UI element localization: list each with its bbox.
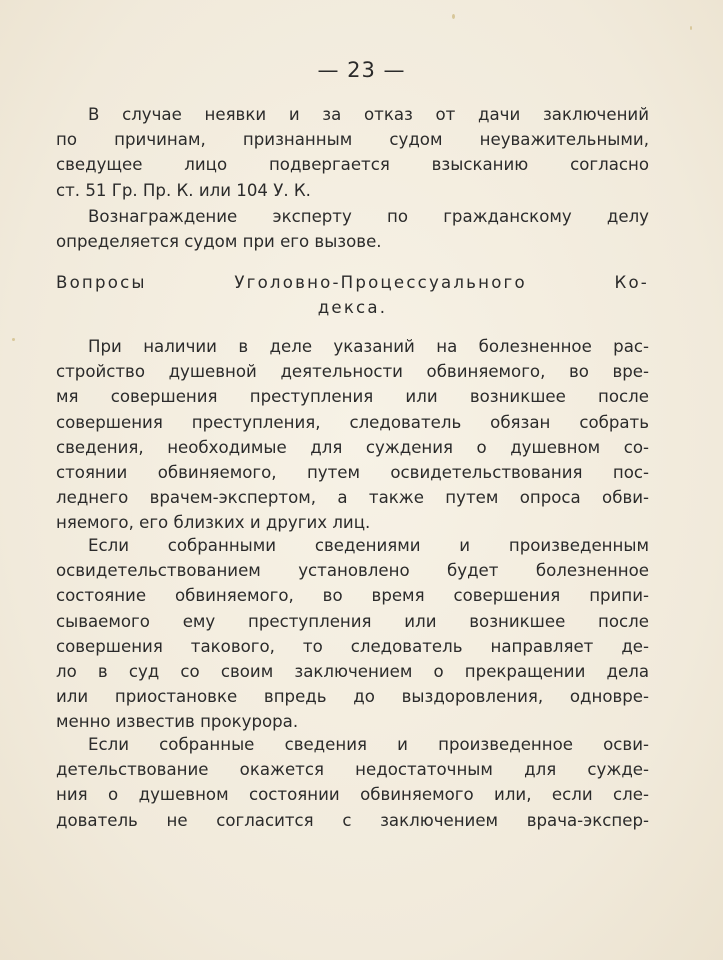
text-line: леднего врачем-экспертом, а также путем опроса обви- <box>56 488 649 508</box>
text-line: Если собранные сведения и произведенное осви- <box>88 735 649 754</box>
heading-line: Вопросы Уголовно-Процессуального Ко- <box>56 273 649 292</box>
text-line: совершения такового, то следователь направляет де- <box>56 636 649 656</box>
text-line: детельствование окажется недостаточным для сужде- <box>56 760 649 780</box>
page-number: — 23 — <box>317 58 406 82</box>
text-line: няемого, его близких и других лиц. <box>56 513 371 533</box>
text-line: дователь не согласится с заключением врача-экспер- <box>56 810 649 830</box>
text-line: по причинам, признанным судом неуважительными, <box>56 130 649 150</box>
paragraph-insufficient-examination <box>56 732 649 833</box>
text-line: Если собранными сведениями и произведенным <box>88 536 649 555</box>
text-line: стройство душевной деятельности обвиняемого, во вре- <box>56 362 649 382</box>
text-line: При наличии в деле указаний на болезненное рас- <box>88 337 649 356</box>
text-line: В случае неявки и за отказ от дачи заключений <box>88 105 649 124</box>
text-line: сведущее лицо подвергается взысканию согласно <box>56 155 649 175</box>
text-line: совершения преступления, следователь обязан собрать <box>56 412 649 432</box>
paragraph-expert-absence <box>56 102 649 203</box>
text-line: ло в суд со своим заключением о прекращении дела <box>56 661 649 681</box>
text-line: менно известив прокурора. <box>56 712 299 732</box>
text-line: сываемого ему преступления или возникшее после <box>56 611 649 631</box>
text-line: определяется судом при его вызове. <box>56 232 382 252</box>
text-line: мя совершения преступления или возникшее после <box>56 387 649 407</box>
paper-speck <box>452 14 455 19</box>
text-line: стоянии обвиняемого, путем освидетельствования пос- <box>56 462 649 482</box>
text-line: Вознаграждение эксперту по гражданскому делу <box>88 207 649 226</box>
text-line: состояние обвиняемого, во время совершения припи- <box>56 586 649 606</box>
paragraph-expert-fee <box>56 204 649 254</box>
text-line: освидетельствованием установлено будет болезненное <box>56 561 649 581</box>
text-line: ст. 51 Гр. Пр. К. или 104 У. К. <box>56 180 311 200</box>
paper-speck <box>12 338 15 341</box>
section-heading <box>56 270 649 320</box>
text-line: сведения, необходимые для суждения о душевном со- <box>56 437 649 457</box>
heading-line: декса. <box>317 298 388 318</box>
paragraph-mental-state-evidence <box>56 334 649 536</box>
text-line: ния о душевном состоянии обвиняемого или, если сле- <box>56 785 649 805</box>
text-line: или приостановке впредь до выздоровления, одновре- <box>56 687 649 707</box>
paper-speck <box>690 26 692 30</box>
paragraph-established-illness <box>56 533 649 735</box>
